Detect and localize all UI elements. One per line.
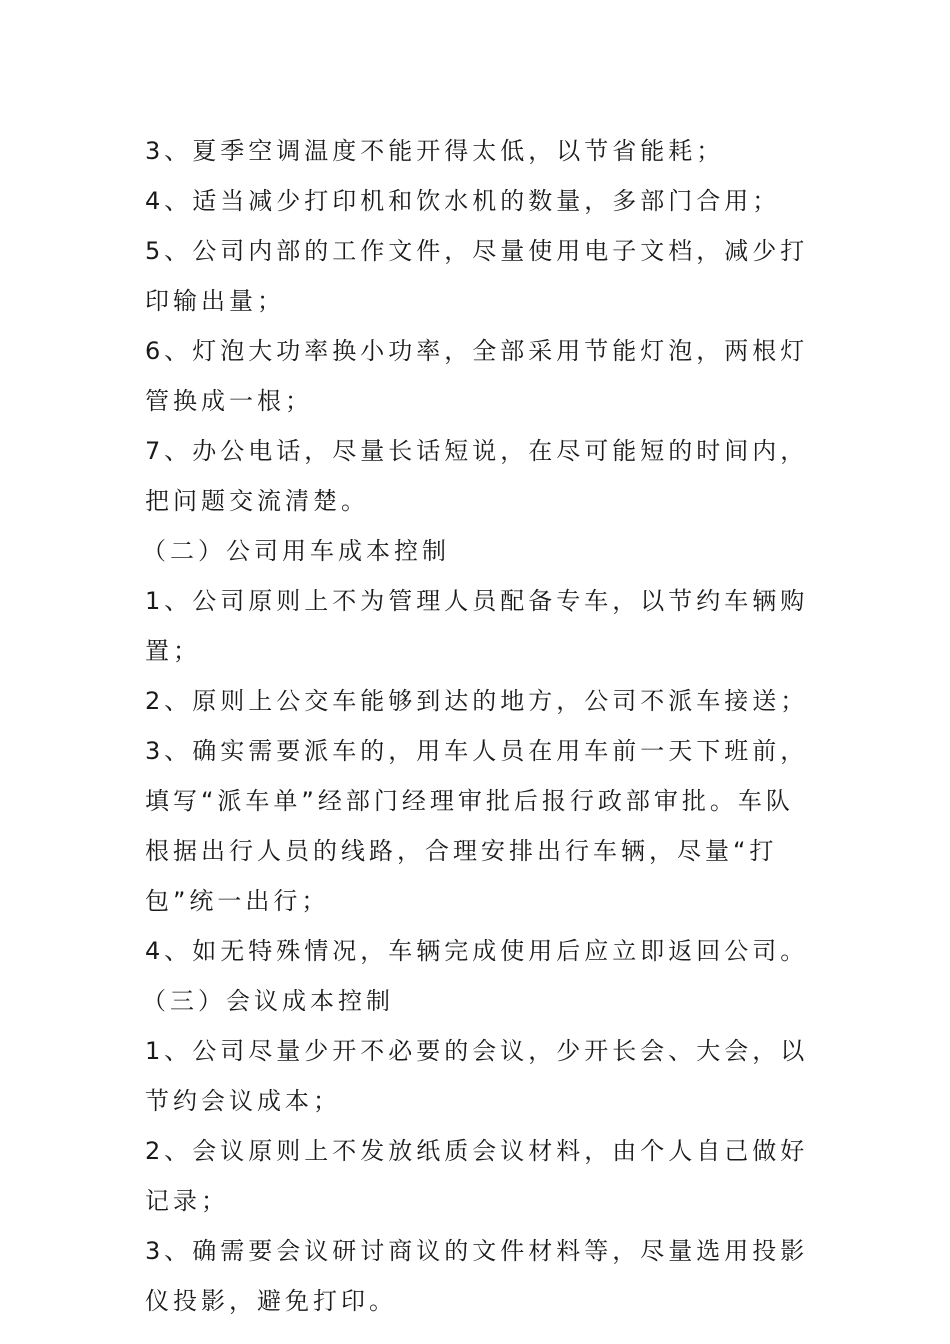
list-item: 2、原则上公交车能够到达的地方，公司不派车接送； xyxy=(145,687,809,715)
list-item: 4、如无特殊情况，车辆完成使用后应立即返回公司。 xyxy=(145,937,809,965)
list-item: 5、公司内部的工作文件，尽量使用电子文档，减少打印输出量； xyxy=(145,237,809,315)
list-item: 3、确实需要派车的，用车人员在用车前一天下班前，填写“派车单”经部门经理审批后报行政部审批。车队根据出行人员的线路，合理安排出行车辆，尽量“打包”统一出行； xyxy=(145,737,809,915)
list-item: 2、会议原则上不发放纸质会议材料，由个人自己做好记录； xyxy=(145,1137,809,1215)
list-item: 4、适当减少打印机和饮水机的数量，多部门合用； xyxy=(145,187,781,215)
list-item: 1、公司原则上不为管理人员配备专车，以节约车辆购置； xyxy=(145,587,809,665)
document-body xyxy=(142,126,815,1326)
section-heading: （三）会议成本控制 xyxy=(142,987,394,1015)
section-heading: （二）公司用车成本控制 xyxy=(142,537,450,565)
list-item: 3、确需要会议研讨商议的文件材料等，尽量选用投影仪投影，避免打印。 xyxy=(145,1237,809,1315)
list-item: 1、公司尽量少开不必要的会议，少开长会、大会，以节约会议成本； xyxy=(145,1037,809,1115)
list-item: 7、办公电话，尽量长话短说，在尽可能短的时间内，把问题交流清楚。 xyxy=(145,437,809,515)
list-item: 3、夏季空调温度不能开得太低，以节省能耗； xyxy=(145,137,725,165)
list-item: 6、灯泡大功率换小功率，全部采用节能灯泡，两根灯管换成一根； xyxy=(145,337,809,415)
